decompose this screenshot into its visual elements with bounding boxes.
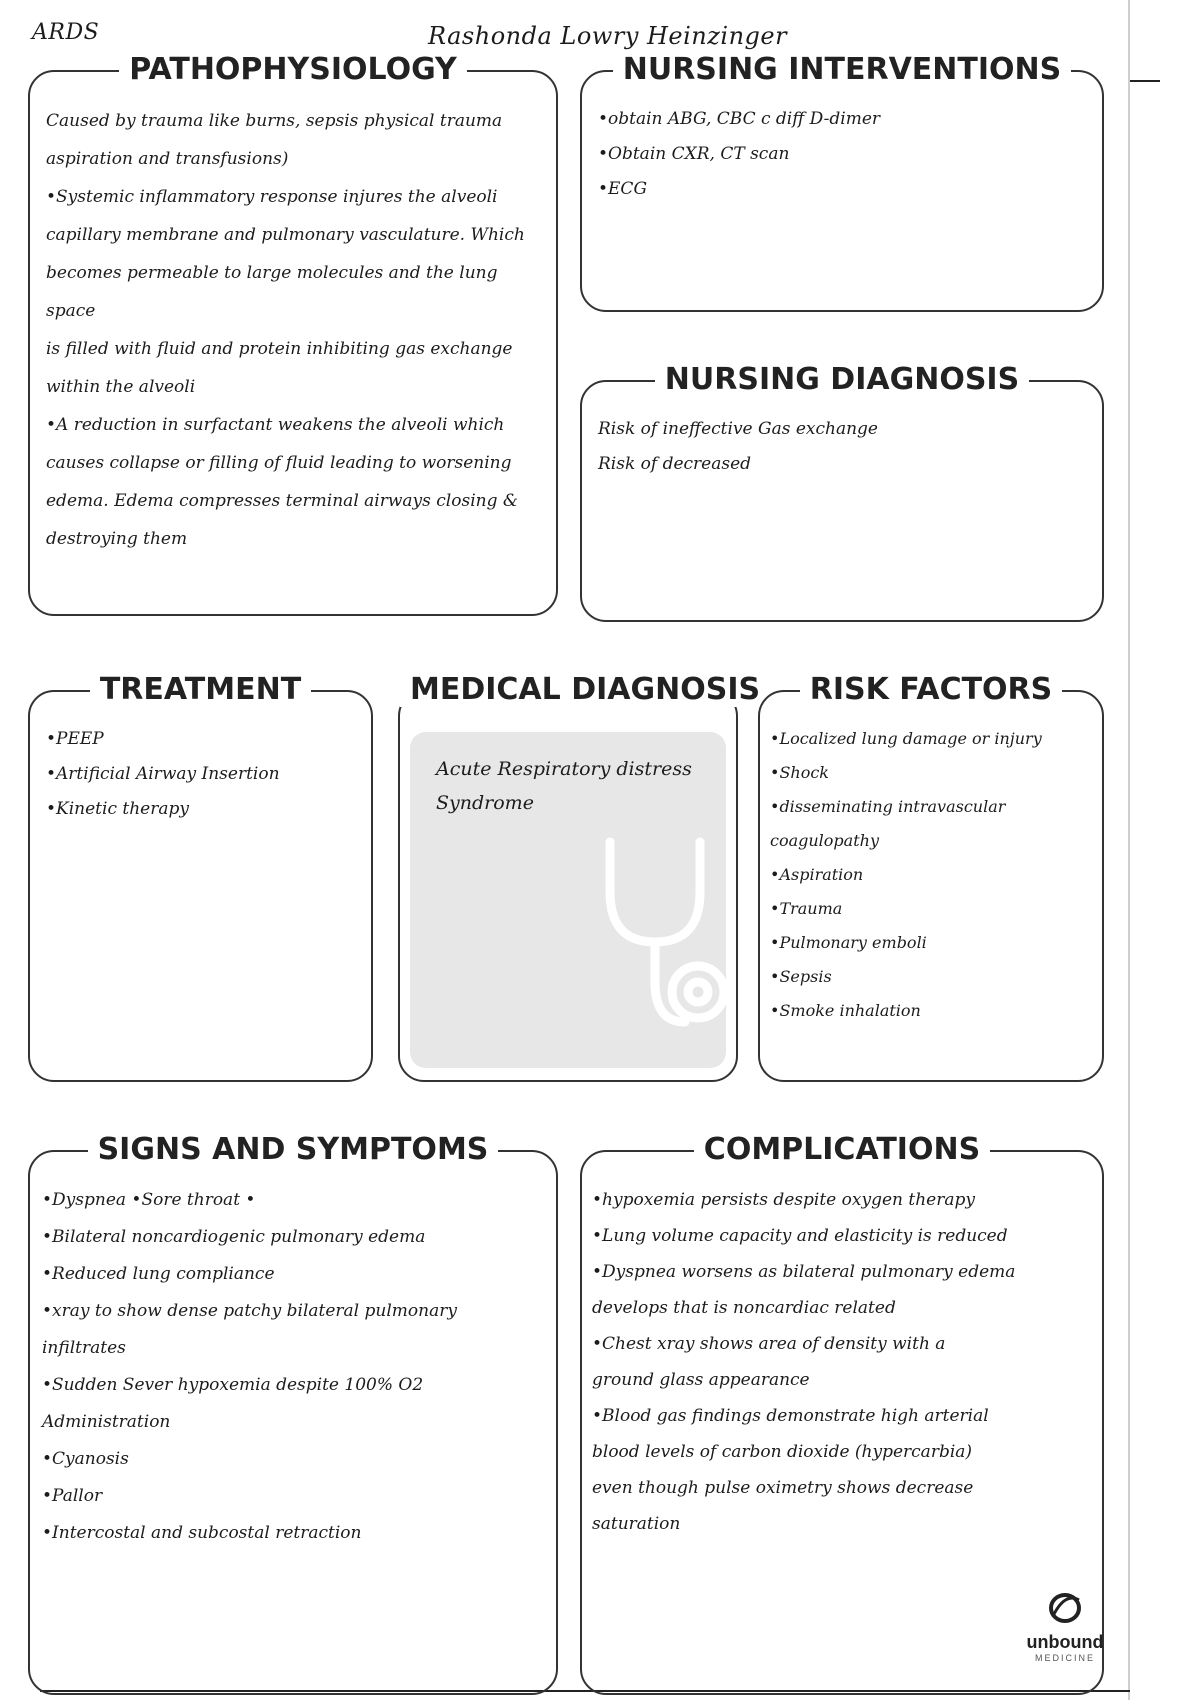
complications-title: COMPLICATIONS (582, 1130, 1102, 1170)
note-line: is filled with fluid and protein inhibiting gas exchange (46, 339, 513, 359)
note-line: even though pulse oximetry shows decrease (592, 1478, 974, 1498)
note-line: •Bilateral noncardiogenic pulmonary edema (42, 1227, 426, 1247)
nursing-diagnosis-box (580, 362, 1104, 622)
signs-symptoms-title: SIGNS AND SYMPTOMS (30, 1130, 556, 1170)
note-line: •Obtain CXR, CT scan (598, 144, 790, 164)
nursing-interventions-notes (598, 102, 1088, 207)
note-line: •Smoke inhalation (770, 1001, 921, 1020)
note-line: •Sudden Sever hypoxemia despite 100% O2 Administration (42, 1375, 424, 1432)
note-line: Caused by trauma like burns, sepsis physical trauma (46, 111, 503, 131)
risk-factors-title: RISK FACTORS (760, 670, 1102, 710)
note-line: becomes permeable to large molecules and the lung space (46, 263, 498, 321)
note-line: •Blood gas findings demonstrate high arterial (592, 1406, 989, 1426)
note-line: capillary membrane and pulmonary vasculature. Which (46, 225, 525, 245)
note-line: •Artificial Airway Insertion (46, 764, 280, 784)
note-line: •Shock (770, 763, 829, 782)
note-line: •A reduction in surfactant weakens the alveoli which (46, 415, 505, 435)
nursing-interventions-title: NURSING INTERVENTIONS (582, 50, 1102, 90)
note-line: within the alveoli (46, 377, 196, 397)
note-line: saturation (592, 1514, 681, 1534)
medical-diagnosis-box (398, 672, 761, 1082)
pathophysiology-notes (46, 102, 542, 558)
note-line: •Pallor (42, 1486, 103, 1506)
note-line: •obtain ABG, CBC c diff D-dimer (598, 109, 881, 129)
note-line: •Pulmonary emboli (770, 933, 927, 952)
nursing-interventions-box (580, 52, 1104, 312)
medical-diagnosis-title: MEDICAL DIAGNOSIS (400, 670, 736, 710)
note-line: edema. Edema compresses terminal airways closing & destroying them (46, 491, 518, 549)
note-line: •Sepsis (770, 967, 832, 986)
note-line: •disseminating intravascular coagulopathy (770, 797, 1006, 850)
unbound-logo-icon (1045, 1590, 1085, 1626)
logo-sub: MEDICINE (1034, 1653, 1095, 1663)
note-line: •Localized lung damage or injury (770, 729, 1042, 748)
page-edge-right (1128, 0, 1130, 1700)
note-line: aspiration and transfusions) (46, 149, 289, 169)
note-line: •Chest xray shows area of density with a (592, 1334, 946, 1354)
risk-factors-box (758, 672, 1104, 1082)
note-line: Acute Respiratory distress (436, 758, 692, 780)
note-line: causes collapse or filling of fluid leading to worsening (46, 453, 512, 473)
pathophysiology-title: PATHOPHYSIOLOGY (30, 50, 556, 90)
note-line: •PEEP (46, 729, 104, 749)
note-line: •Kinetic therapy (46, 799, 189, 819)
note-line: •Lung volume capacity and elasticity is reduced (592, 1226, 1008, 1246)
stethoscope-icon (580, 832, 730, 1042)
note-line: •ECG (598, 179, 648, 199)
note-line: •hypoxemia persists despite oxygen therapy (592, 1190, 975, 1210)
note-line: develops that is noncardiac related (592, 1298, 896, 1318)
treatment-box (28, 672, 373, 1082)
margin-dash (1130, 80, 1160, 82)
signs-symptoms-notes (42, 1182, 542, 1552)
student-name: Rashonda Lowry Heinzinger (428, 22, 788, 50)
nursing-diagnosis-title: NURSING DIAGNOSIS (582, 360, 1102, 400)
note-line: •Dyspnea •Sore throat • (42, 1190, 256, 1210)
treatment-notes (46, 722, 357, 827)
note-line: •Intercostal and subcostal retraction (42, 1523, 362, 1543)
note-line: •Cyanosis (42, 1449, 129, 1469)
note-line: Risk of ineffective Gas exchange (598, 419, 878, 439)
note-line: •Reduced lung compliance (42, 1264, 275, 1284)
unbound-medicine-logo (1020, 1590, 1110, 1670)
topic-label: ARDS (32, 20, 100, 45)
note-line: blood levels of carbon dioxide (hypercarbia) (592, 1442, 973, 1462)
note-line: •Aspiration (770, 865, 864, 884)
note-line: •Dyspnea worsens as bilateral pulmonary edema (592, 1262, 1016, 1282)
note-line: ground glass appearance (592, 1370, 810, 1390)
treatment-title: TREATMENT (30, 670, 371, 710)
pathophysiology-box (28, 52, 558, 616)
signs-symptoms-box (28, 1132, 558, 1695)
risk-factors-notes (770, 722, 1088, 1028)
note-line: •Systemic inflammatory response injures the alveoli (46, 187, 498, 207)
note-line: •xray to show dense patchy bilateral pulmonary infiltrates (42, 1301, 457, 1358)
note-line: Risk of decreased (598, 454, 752, 474)
medical-diagnosis-panel (410, 732, 726, 1068)
note-line: Syndrome (436, 792, 534, 814)
complications-notes (592, 1182, 1022, 1542)
logo-name: unbound (1026, 1632, 1104, 1652)
nursing-diagnosis-notes (598, 412, 1088, 482)
note-line: •Trauma (770, 899, 843, 918)
medical-diagnosis-notes (436, 752, 712, 820)
